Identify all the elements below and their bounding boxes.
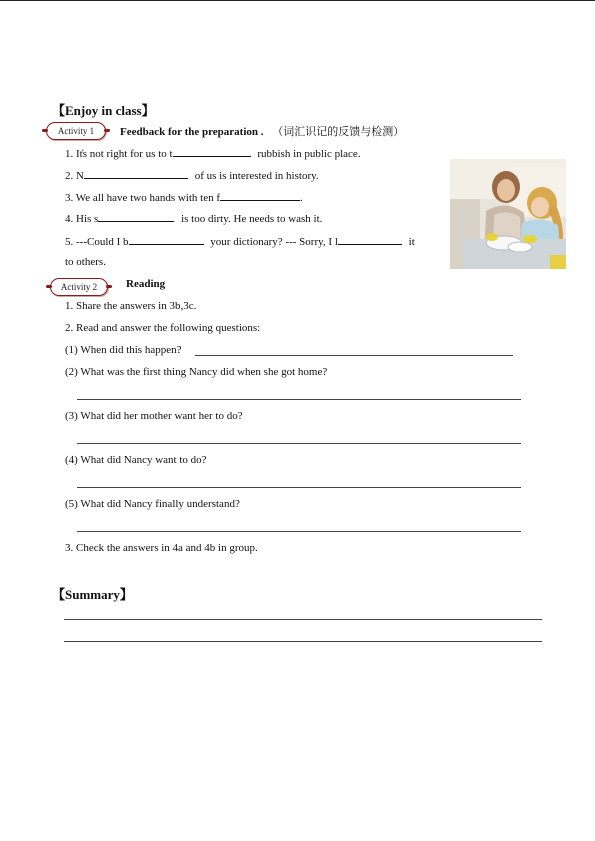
reading-step-3: 3. Check the answers in 4a and 4b in group. <box>65 542 258 554</box>
summary-heading: 【Summary】 <box>52 587 133 602</box>
vocab-item-2-blank[interactable] <box>84 168 188 179</box>
vocab-item-1-text-end: rubbish in public place. <box>257 148 361 160</box>
vocab-item-2-text-end: of us is interested in history. <box>194 170 319 182</box>
activity-1-title-row <box>120 123 404 139</box>
activity-2-title: Reading <box>126 278 166 290</box>
vocab-item-1-blank[interactable] <box>173 146 251 157</box>
reading-question-4: (4) What did Nancy want to do? <box>65 454 207 466</box>
vocab-item-4-text: 4. His s <box>65 213 99 225</box>
vocab-item-5-continuation: to others. <box>65 256 106 268</box>
activity-2-badge <box>50 278 108 296</box>
vocab-item-2 <box>65 168 319 182</box>
summary-line-2[interactable] <box>64 641 542 642</box>
vocab-item-5-blank-2[interactable] <box>338 234 402 245</box>
activity-1-title-cn: （词汇识记的反馈与检测） <box>272 126 405 138</box>
vocab-item-3-text: 3. We all have two hands with ten f <box>65 192 221 204</box>
vocab-item-4-blank[interactable] <box>98 211 174 222</box>
reading-question-5: (5) What did Nancy finally understand? <box>65 498 240 510</box>
reading-question-1: (1) When did this happen? <box>65 344 182 356</box>
vocab-item-1 <box>65 146 361 160</box>
mother-daughter-washing-dishes-photo <box>450 159 566 269</box>
enjoy-in-class-heading: 【Enjoy in class】 <box>52 103 155 118</box>
vocab-item-5-text-end: it <box>408 236 415 248</box>
reading-step-1: 1. Share the answers in 3b,3c. <box>65 300 197 312</box>
vocab-item-4-text-end: is too dirty. He needs to wash it. <box>181 213 323 225</box>
activity-2-badge-label: Activity 2 <box>60 282 98 292</box>
activity-1-badge <box>46 122 106 140</box>
reading-answer-line-5[interactable] <box>77 531 521 532</box>
reading-answer-line-1[interactable] <box>195 355 513 356</box>
vocab-item-5-blank-1[interactable] <box>129 234 204 245</box>
vocab-item-1-text: 1. It̓s not right for us to t <box>65 148 173 160</box>
vocab-item-5-text: 5. ---Could I b <box>65 236 129 248</box>
activity-1-title: Feedback for the preparation . <box>120 126 264 138</box>
vocab-item-3-blank[interactable] <box>220 190 300 201</box>
vocab-item-5-text-mid: your dictionary? --- Sorry, I l <box>210 236 338 248</box>
page-top-border <box>0 0 595 1</box>
reading-answer-line-4[interactable] <box>77 487 521 488</box>
reading-question-3: (3) What did her mother want her to do? <box>65 410 243 422</box>
vocab-item-2-text: 2. N <box>65 170 84 182</box>
reading-answer-line-2[interactable] <box>77 399 521 400</box>
vocab-item-3 <box>65 190 303 204</box>
vocab-item-3-text-end: . <box>300 192 303 204</box>
activity-1-badge-label: Activity 1 <box>57 126 95 136</box>
vocab-item-5 <box>65 234 415 248</box>
reading-answer-line-3[interactable] <box>77 443 521 444</box>
vocab-item-4 <box>65 211 322 225</box>
summary-line-1[interactable] <box>64 619 542 620</box>
reading-step-2: 2. Read and answer the following questions: <box>65 322 261 334</box>
reading-question-2: (2) What was the first thing Nancy did when she got home? <box>65 366 328 378</box>
